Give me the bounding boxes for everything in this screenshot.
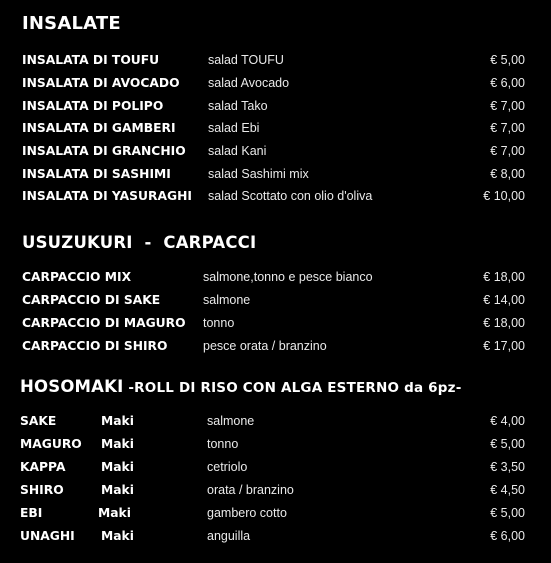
item-name: CARPACCIO DI SHIRO — [22, 339, 168, 353]
item-name: UNAGHI — [20, 529, 75, 543]
item-price: € 4,50 — [490, 483, 525, 497]
item-description: salad Kani — [208, 144, 267, 158]
menu-item — [0, 412, 551, 430]
item-type: Maki — [101, 529, 134, 543]
item-description: salmone,tonno e pesce bianco — [203, 270, 373, 284]
item-name: KAPPA — [20, 460, 66, 474]
item-type: Maki — [101, 460, 134, 474]
menu-item — [0, 268, 551, 286]
menu-item — [0, 504, 551, 522]
menu-item — [0, 481, 551, 499]
item-description: salmone — [203, 293, 251, 307]
menu-item — [0, 165, 551, 183]
item-description: gambero cotto — [207, 506, 287, 520]
menu-item — [0, 291, 551, 309]
item-description: salad Scottato con olio d'oliva — [208, 189, 373, 203]
section-title-hosomaki — [20, 377, 462, 396]
item-price: € 7,00 — [490, 144, 525, 158]
item-description: orata / branzino — [207, 483, 294, 497]
item-description: salad Sashimi mix — [208, 167, 309, 181]
item-description: tonno — [203, 316, 235, 330]
item-name: INSALATA DI POLIPO — [22, 99, 164, 113]
item-type: Maki — [98, 506, 131, 520]
item-name: SAKE — [20, 414, 57, 428]
item-price: € 5,00 — [490, 437, 525, 451]
item-name: EBI — [20, 506, 43, 520]
item-description: cetriolo — [207, 460, 248, 474]
item-name: INSALATA DI AVOCADO — [22, 76, 180, 90]
item-price: € 6,00 — [490, 76, 525, 90]
menu-item — [0, 458, 551, 476]
item-price: € 5,00 — [490, 506, 525, 520]
item-type: Maki — [101, 414, 134, 428]
menu-item — [0, 527, 551, 545]
menu-item — [0, 51, 551, 69]
item-description: salmone — [207, 414, 255, 428]
item-name: CARPACCIO MIX — [22, 270, 132, 284]
item-price: € 18,00 — [483, 316, 525, 330]
menu-item — [0, 337, 551, 355]
item-description: salad TOUFU — [208, 53, 284, 67]
menu-item — [0, 97, 551, 115]
section-title-insalate: INSALATE — [22, 13, 121, 34]
item-description: tonno — [207, 437, 239, 451]
item-name: SHIRO — [20, 483, 64, 497]
menu-item — [0, 314, 551, 332]
item-price: € 17,00 — [483, 339, 525, 353]
menu-item — [0, 142, 551, 160]
item-type: Maki — [101, 437, 134, 451]
item-name: MAGURO — [20, 437, 82, 451]
item-name: INSALATA DI GAMBERI — [22, 121, 176, 135]
item-name: CARPACCIO DI SAKE — [22, 293, 161, 307]
menu-item — [0, 74, 551, 92]
menu-item — [0, 435, 551, 453]
item-description: salad Tako — [208, 99, 268, 113]
section-title-text: HOSOMAKI — [20, 377, 124, 396]
item-description: anguilla — [207, 529, 251, 543]
item-price: € 3,50 — [490, 460, 525, 474]
menu-item — [0, 187, 551, 205]
item-type: Maki — [101, 483, 134, 497]
item-price: € 10,00 — [483, 189, 525, 203]
section-title-carpacci: USUZUKURI - CARPACCI — [22, 233, 257, 252]
item-price: € 6,00 — [490, 529, 525, 543]
item-description: pesce orata / branzino — [203, 339, 327, 353]
item-name: CARPACCIO DI MAGURO — [22, 316, 186, 330]
item-price: € 14,00 — [483, 293, 525, 307]
item-name: INSALATA DI GRANCHIO — [22, 144, 186, 158]
item-price: € 5,00 — [490, 53, 525, 67]
item-price: € 7,00 — [490, 99, 525, 113]
item-name: INSALATA DI TOUFU — [22, 53, 160, 67]
item-price: € 4,00 — [490, 414, 525, 428]
item-description: salad Ebi — [208, 121, 260, 135]
menu-item — [0, 119, 551, 137]
item-price: € 8,00 — [490, 167, 525, 181]
item-price: € 18,00 — [483, 270, 525, 284]
item-description: salad Avocado — [208, 76, 290, 90]
item-name: INSALATA DI YASURAGHI — [22, 189, 192, 203]
item-price: € 7,00 — [490, 121, 525, 135]
item-name: INSALATA DI SASHIMI — [22, 167, 171, 181]
section-subtitle: -ROLL DI RISO CON ALGA ESTERNO da 6pz- — [123, 380, 462, 396]
